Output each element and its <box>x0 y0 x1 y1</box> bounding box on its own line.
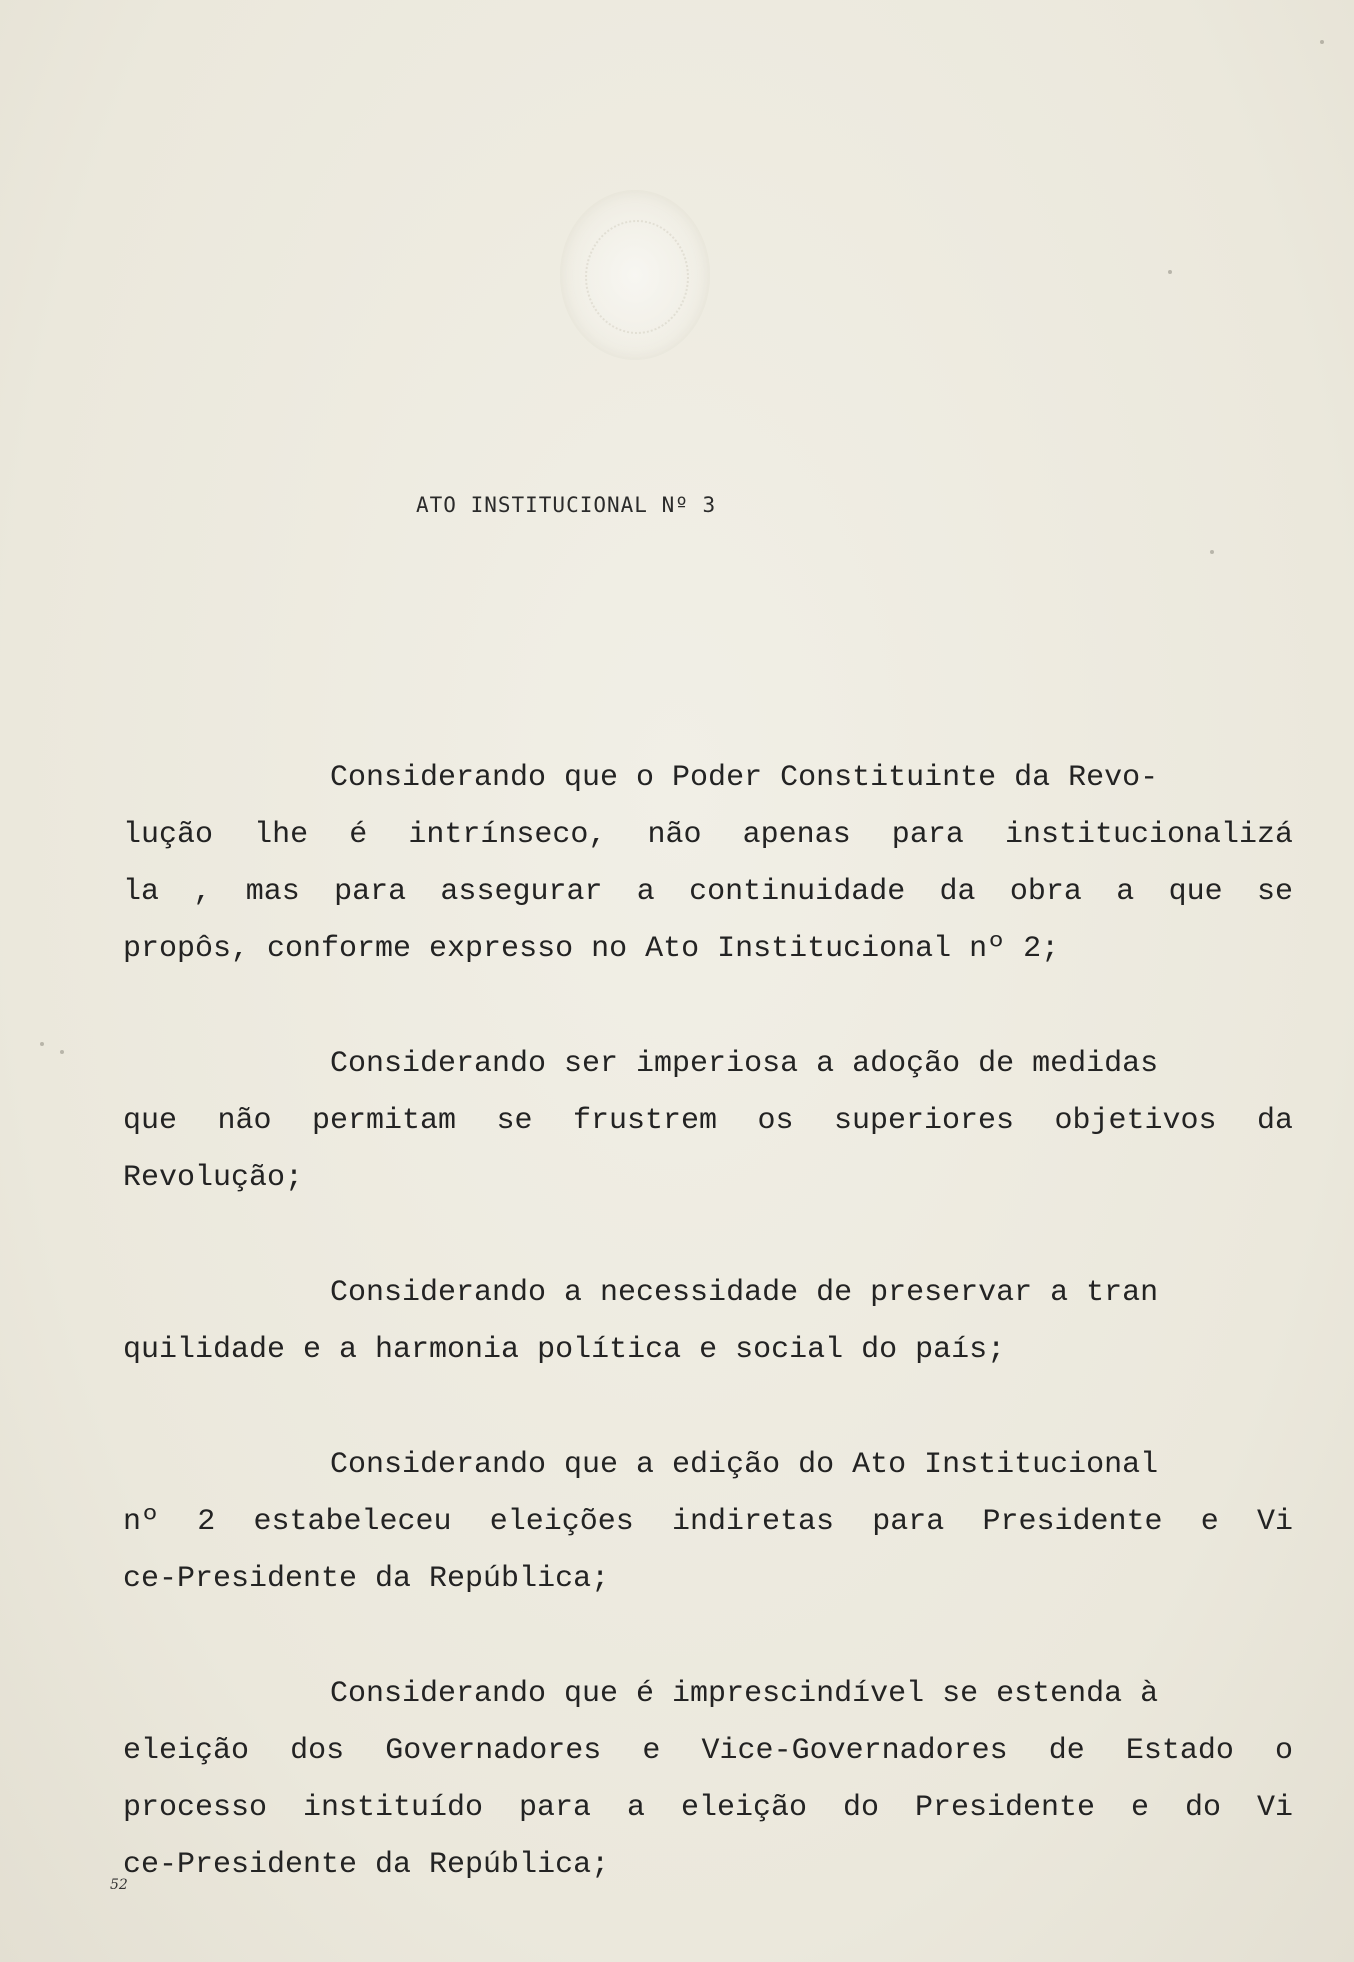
paragraph-4 <box>123 1437 1293 1608</box>
paragraph-line: propôs, conforme expresso no Ato Institucional nº 2; <box>123 932 1060 966</box>
paper-speck <box>1320 40 1324 44</box>
paragraph-line: Considerando que o Poder Constituinte da Revo- <box>330 761 1159 795</box>
paragraph-line: Considerando que a edição do Ato Institucional <box>330 1448 1159 1482</box>
paragraph-1 <box>123 750 1293 978</box>
paragraph-line: eleição dos Governadores e Vice-Governadores de Estado o <box>123 1734 1293 1768</box>
paper-speck <box>40 1042 44 1046</box>
paragraph-3 <box>123 1265 1293 1379</box>
paragraph-line: Considerando a necessidade de preservar a tran <box>330 1276 1159 1310</box>
paragraph-5 <box>123 1666 1293 1894</box>
paragraph-line: Revolução; <box>123 1161 304 1195</box>
paragraph-line: ce-Presidente da República; <box>123 1848 610 1882</box>
embossed-seal-icon <box>560 190 710 360</box>
paragraph-line: lução lhe é intrínseco, não apenas para institucionalizá <box>123 818 1293 852</box>
paragraph-line: la , mas para assegurar a continuidade da obra a que se <box>123 875 1293 909</box>
paragraph-line: ce-Presidente da República; <box>123 1562 610 1596</box>
paragraph-line: quilidade e a harmonia política e social do país; <box>123 1333 1006 1367</box>
paper-speck <box>1168 270 1172 274</box>
paragraph-line: processo instituído para a eleição do Presidente e do Vi <box>123 1791 1293 1825</box>
paragraph-line: Considerando que é imprescindível se estenda à <box>330 1677 1159 1711</box>
paragraph-line: nº 2 estabeleceu eleições indiretas para Presidente e Vi <box>123 1505 1293 1539</box>
paper-speck <box>60 1050 64 1054</box>
seal-ring <box>585 220 689 334</box>
paragraph-line: que não permitam se frustrem os superiores objetivos da <box>123 1104 1293 1138</box>
paper-speck <box>1210 550 1214 554</box>
document-title: ATO INSTITUCIONAL Nº 3 <box>416 493 717 517</box>
paragraph-line: Considerando ser imperiosa a adoção de medidas <box>330 1047 1159 1081</box>
page-number: 52 <box>110 1877 128 1893</box>
paragraph-2 <box>123 1036 1293 1207</box>
